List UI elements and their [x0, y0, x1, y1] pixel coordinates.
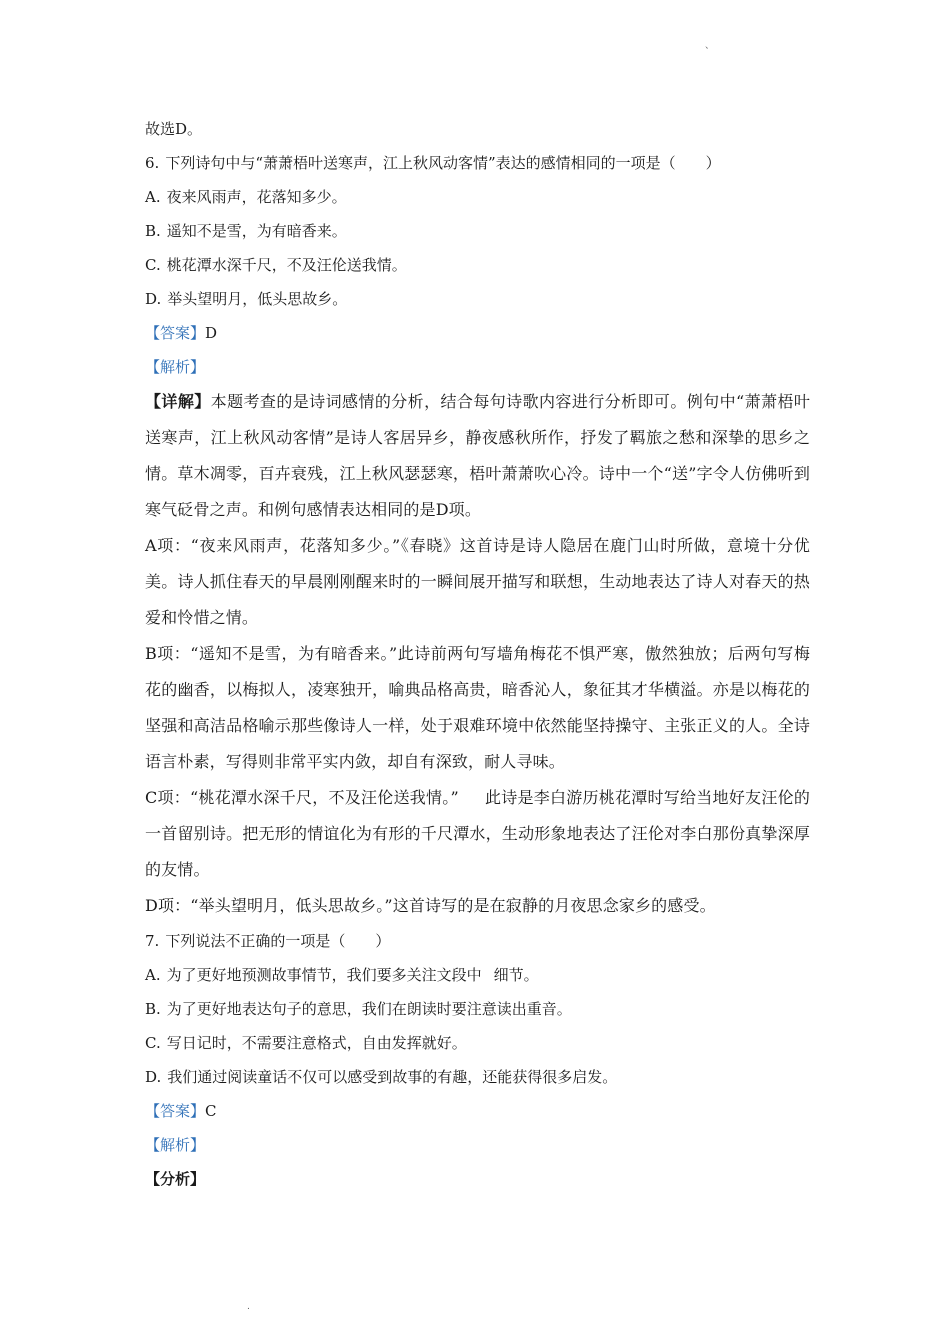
q6-explain-c — [145, 780, 810, 888]
header-mark: 、 — [705, 41, 715, 51]
q6-detail-tag: 【详解】 — [145, 392, 211, 411]
q7-analysis — [145, 1128, 810, 1162]
q7-option-a-label: A. — [145, 966, 161, 984]
q6-stem — [145, 146, 810, 180]
q6-option-a — [145, 180, 810, 214]
q7-stem — [145, 924, 810, 958]
q7-option-d-text: 我们通过阅读童话不仅可以感受到故事的有趣，还能获得很多启发。 — [167, 1068, 618, 1086]
q6-stem-text: 下列诗句中与“萧萧梧叶送寒声，江上秋风动客情”表达的感情相同的一项是（ — [165, 154, 676, 172]
q7-stem-close: ） — [375, 932, 391, 950]
q7-analysis-tag: 【解析】 — [145, 1136, 206, 1154]
q7-option-b-text: 为了更好地表达句子的意思，我们在朗读时要注意读出重音。 — [166, 1000, 572, 1018]
q6-explain-d: D项：“举头望明月，低头思故乡。”这首诗写的是在寂静的月夜思念家乡的感受。 — [145, 896, 716, 915]
q7-option-d — [145, 1060, 810, 1094]
q7-option-c-label: C. — [145, 1034, 161, 1052]
q6-detail — [145, 384, 810, 528]
q6-explain-c-rest: 此诗是李白游历桃花潭时写给当地好友汪伦的一首留别诗。把无形的情谊化为有形的千尺潭水，生动形象地表达了汪伦对李白那份真挚深厚的友情。 — [145, 788, 810, 879]
q6-option-b-text: 遥知不是雪，为有暗香来。 — [166, 222, 347, 240]
q7-option-c — [145, 1026, 810, 1060]
q7-option-a-text-end: 细节。 — [493, 966, 539, 984]
q7-option-a-text: 为了更好地预测故事情节，我们要多关注文段中 — [166, 966, 482, 984]
q7-answer — [145, 1094, 810, 1128]
q7-option-b-label: B. — [145, 1000, 161, 1018]
q6-option-b — [145, 214, 810, 248]
q6-explain-a: A项：“夜来风雨声，花落知多少。”《春晓》这首诗是诗人隐居在鹿门山时所做，意境十分优美。诗人抓住春天的早晨刚刚醒来时的一瞬间展开描写和联想，生动地表达了诗人对春天的热爱和怜惜之情。 — [145, 536, 810, 627]
q6-option-b-label: B. — [145, 222, 161, 240]
q7-option-b — [145, 992, 810, 1026]
q7-number: 7. — [145, 932, 160, 950]
q6-option-c-text: 桃花潭水深千尺，不及汪伦送我情。 — [166, 256, 407, 274]
q7-analysis-2-tag: 【分析】 — [145, 1170, 206, 1188]
q6-detail-text: 本题考查的是诗词感情的分析，结合每句诗歌内容进行分析即可。例句中“萧萧梧叶送寒声，江上秋风动客情”是诗人客居异乡，静夜感秋所作，抒发了羁旅之愁和深挚的思乡之情。草木凋零，百卉衰残，江上秋风瑟瑟寒，梧叶萧萧吹心冷。诗中一个“送”字令人仿佛听到寒气砭骨之声。和例句感情表达相同的是D项。 — [145, 392, 810, 519]
q6-option-d-label: D. — [145, 290, 162, 308]
q6-stem-close: ） — [705, 154, 721, 172]
footer-mark: . — [247, 1302, 250, 1312]
q7-stem-text: 下列说法不正确的一项是（ — [165, 932, 346, 950]
q7-option-c-text: 写日记时，不需要注意格式，自由发挥就好。 — [166, 1034, 467, 1052]
q7-analysis-2 — [145, 1162, 810, 1196]
q7-option-d-label: D. — [145, 1068, 162, 1086]
q6-option-c-label: C. — [145, 256, 161, 274]
q6-option-d — [145, 282, 810, 316]
q6-explain-b: B项：“遥知不是雪，为有暗香来。”此诗前两句写墙角梅花不惧严寒，傲然独放；后两句写梅花的幽香，以梅拟人，凌寒独开，喻典品格高贵，暗香沁人，象征其才华横溢。亦是以梅花的坚强和高洁品格喻示那些像诗人一样，处于艰难环境中依然能坚持操守、主张正义的人。全诗语言朴素，写得则非常平实内敛，却自有深致，耐人寻味。 — [145, 644, 810, 771]
q6-option-a-label: A. — [145, 188, 161, 206]
prev-conclusion: 故选D。 — [145, 120, 203, 138]
q6-number: 6. — [145, 154, 160, 172]
document-content — [145, 112, 810, 1196]
q6-answer — [145, 316, 810, 350]
q6-option-c — [145, 248, 810, 282]
q6-answer-tag: 【答案】 — [145, 324, 206, 342]
q6-option-a-text: 夜来风雨声，花落知多少。 — [166, 188, 347, 206]
q7-answer-value: C — [205, 1102, 217, 1120]
q6-analysis — [145, 350, 810, 384]
q6-answer-value: D — [205, 324, 218, 342]
q7-answer-tag: 【答案】 — [145, 1102, 206, 1120]
q7-option-a — [145, 958, 810, 992]
q6-analysis-tag: 【解析】 — [145, 358, 206, 376]
q6-explain-c-quote: C项：“桃花潭水深千尺，不及汪伦送我情。” — [145, 788, 459, 807]
q6-option-d-text: 举头望明月，低头思故乡。 — [167, 290, 348, 308]
